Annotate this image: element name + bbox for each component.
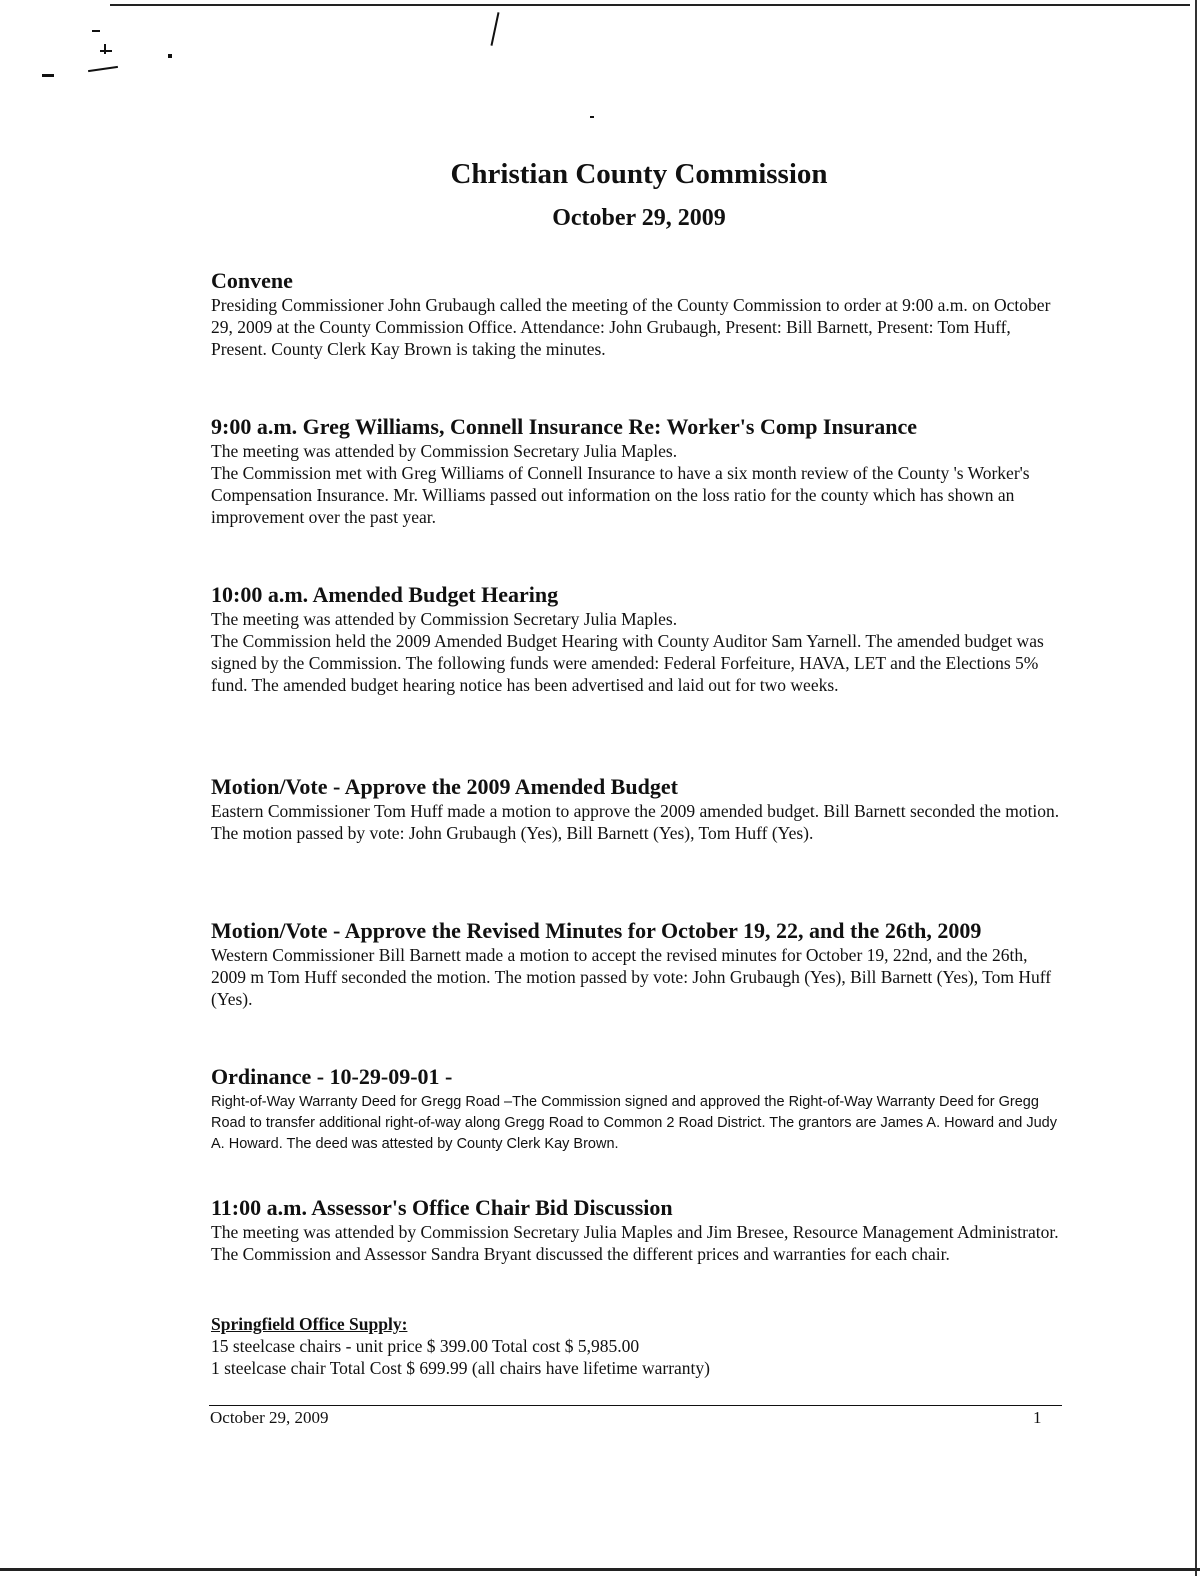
footer-rule [209, 1405, 1062, 1406]
page-number: 1 [1033, 1408, 1042, 1427]
section-heading: 9:00 a.m. Greg Williams, Connell Insurance Re: Worker's Comp Insurance [211, 414, 918, 439]
section-paragraph: Presiding Commissioner John Grubaugh called the meeting of the County Commission to order at 9:00 a.m. on October 29, 2009 at the County Commission Office. Attendance: John Grubaugh, Present: Bill Barnett, Present: Tom Huff, Present. County Clerk Kay Brown is taking the minutes. [211, 295, 1051, 359]
section-convene [211, 268, 1061, 360]
scan-edge-bottom [0, 1568, 1200, 1571]
scan-speck [42, 74, 54, 77]
section-paragraph: The meeting was attended by Commission Secretary Julia Maples. [211, 609, 678, 629]
supply-line: 1 steelcase chair Total Cost $ 699.99 (all chairs have lifetime warranty) [211, 1358, 710, 1378]
section-ordinance [211, 1064, 1061, 1155]
section-heading: Motion/Vote - Approve the Revised Minutes for October 19, 22, and the 26th, 2009 [211, 918, 982, 943]
section-paragraph: Western Commissioner Bill Barnett made a motion to accept the revised minutes for October 19, 22nd, and the 26th, 2009 m Tom Huff seconded the motion. The motion passed by vote: John Grubaugh (Yes), Bill Barnett (Yes), Tom Huff (Yes). [211, 945, 1052, 1009]
section-paragraph: Eastern Commissioner Tom Huff made a motion to approve the 2009 amended budget. Bill Barnett seconded the motion. The motion passed by vote: John Grubaugh (Yes), Bill Barnett (Yes), Tom Huff (Yes). [211, 801, 1060, 843]
section-paragraph: The Commission and Assessor Sandra Bryant discussed the different prices and warranties for each chair. [211, 1244, 950, 1264]
scan-speck [590, 116, 594, 118]
section-paragraph: The Commission held the 2009 Amended Budget Hearing with County Auditor Sam Yarnell. The amended budget was signed by the Commission. The following funds were amended: Federal Forfeiture, HAVA, LET and the Elections 5% fund. The amended budget hearing notice has been advertised and laid out for two weeks. [211, 631, 1044, 695]
scan-edge-top [110, 4, 1190, 6]
section-heading: 10:00 a.m. Amended Budget Hearing [211, 582, 559, 607]
section-heading: Convene [211, 268, 293, 293]
document-date: October 29, 2009 [552, 205, 726, 231]
scan-speck [92, 30, 100, 32]
footer-date: October 29, 2009 [210, 1408, 329, 1427]
section-chair-bid [211, 1195, 1061, 1265]
section-paragraph: Right-of-Way Warranty Deed for Gregg Road –The Commission signed and approved the Right-of-Way Warranty Deed for Gregg Road to transfer additional right-of-way along Gregg Road to Common 2 Road District. The grantors are James A. Howard and Judy A. Howard. The deed was attested by County Clerk Kay Brown. [211, 1094, 1057, 1152]
document-title: Christian County Commission [450, 158, 828, 190]
section-paragraph: The meeting was attended by Commission Secretary Julia Maples and Jim Bresee, Resource Management Administrator. [211, 1222, 1059, 1242]
section-motion-amended-budget [211, 774, 1061, 844]
scan-speck [88, 66, 118, 72]
scan-speck [100, 50, 112, 52]
scan-speck [490, 12, 499, 46]
supply-line: 15 steelcase chairs - unit price $ 399.00 Total cost $ 5,985.00 [211, 1336, 640, 1356]
scan-speck [168, 54, 172, 58]
section-amended-budget-hearing [211, 582, 1061, 696]
supply-heading: Springfield Office Supply: [211, 1314, 408, 1334]
scan-speck [104, 44, 106, 54]
section-motion-revised-minutes [211, 918, 1061, 1010]
section-paragraph: The Commission met with Greg Williams of Connell Insurance to have a six month review of the County 's Worker's Compensation Insurance. Mr. Williams passed out information on the loss ratio for the county which has shown an improvement over the past year. [211, 463, 1030, 527]
scan-edge-right [1195, 0, 1197, 1576]
section-workers-comp [211, 414, 1061, 528]
section-heading: Motion/Vote - Approve the 2009 Amended Budget [211, 774, 678, 799]
supply-block [211, 1313, 1061, 1379]
section-heading: 11:00 a.m. Assessor's Office Chair Bid Discussion [211, 1195, 673, 1220]
section-paragraph: The meeting was attended by Commission Secretary Julia Maples. [211, 441, 678, 461]
section-heading: Ordinance - 10-29-09-01 - [211, 1064, 453, 1089]
